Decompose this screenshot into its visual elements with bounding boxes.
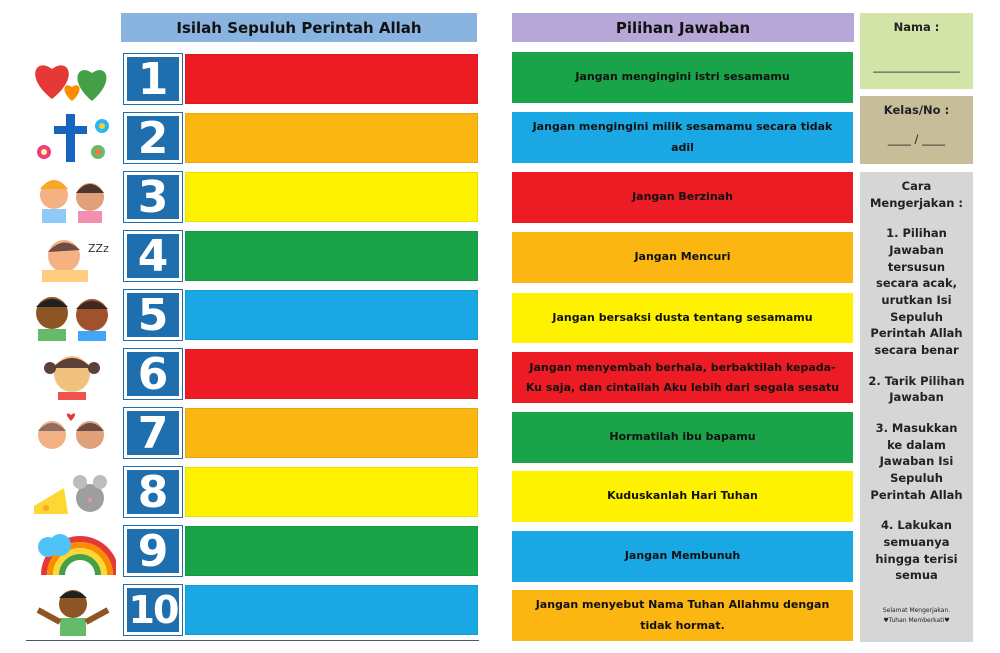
answer-text: Jangan menyembah berhala, berbaktilah kepada-Ku saja, dan cintailah Aku lebih dari segala sesatu <box>525 361 840 394</box>
answer-tile[interactable] <box>512 352 853 403</box>
left-title <box>121 13 477 42</box>
instruction-step-3: 3. Masukkan ke dalam Jawaban Isi Sepuluh Perintah Allah <box>870 421 963 502</box>
instruction-step-4: 4. Lakukan semuanya hingga terisi semua <box>875 518 958 583</box>
answer-drop-slot[interactable] <box>185 231 478 281</box>
hearts-icon <box>28 52 118 106</box>
commandment-number: 8 <box>124 467 182 517</box>
answers-title-text: Pilihan Jawaban <box>615 18 751 37</box>
commandment-number: 5 <box>124 290 182 340</box>
answer-tile[interactable] <box>512 293 853 343</box>
commandment-number: 7 <box>124 408 182 458</box>
answer-drop-slot[interactable] <box>185 113 478 163</box>
answer-drop-slot[interactable] <box>185 585 478 635</box>
answers-title <box>512 13 854 42</box>
couple-heart-icon <box>28 406 118 460</box>
answer-text: Jangan mengingini milik sesamamu secara tidak adil <box>532 119 833 154</box>
class-label: Kelas/No : <box>883 103 950 117</box>
name-line[interactable]: _______________ <box>873 58 960 73</box>
commandment-number: 3 <box>124 172 182 222</box>
answer-tile[interactable] <box>512 112 853 163</box>
commandment-number: 2 <box>124 113 182 163</box>
commandment-number: 10 <box>124 585 182 635</box>
answer-tile[interactable] <box>512 590 853 641</box>
answer-tile[interactable] <box>512 471 853 522</box>
answer-tile[interactable] <box>512 531 853 582</box>
answer-tile[interactable] <box>512 412 853 463</box>
name-label: Nama : <box>893 20 940 34</box>
instructions-box <box>860 172 973 642</box>
cross-flowers-icon <box>28 111 118 165</box>
sleeping-child-icon <box>28 229 118 283</box>
footer-line-2-text: Tuhan Memberkati <box>888 616 945 624</box>
answer-text: Jangan mengingini istri sesamamu <box>575 70 790 84</box>
instruction-step-1: 1. Pilihan Jawaban tersusun secara acak, urutkan Isi Sepuluh Perintah Allah secara benar <box>870 226 963 358</box>
name-box <box>860 13 973 89</box>
class-box <box>860 96 973 164</box>
answer-text: Jangan Mencuri <box>634 250 731 264</box>
answer-drop-slot[interactable] <box>185 290 478 340</box>
answer-tile[interactable] <box>512 52 853 103</box>
footer-line-1: Selamat Mengerjakan. <box>882 607 951 615</box>
answer-text: Hormatilah ibu bapamu <box>609 430 756 444</box>
footer-note <box>868 606 965 625</box>
left-title-text: Isilah Sepuluh Perintah Allah <box>176 18 422 37</box>
commandment-number: 9 <box>124 526 182 576</box>
instructions-title: Cara Mengerjakan : <box>869 179 964 210</box>
answer-drop-slot[interactable] <box>185 349 478 399</box>
answer-drop-slot[interactable] <box>185 172 478 222</box>
answer-text: Jangan Membunuh <box>624 549 741 563</box>
footer-line-2 <box>868 616 965 626</box>
answer-text: Jangan menyebut Nama Tuhan Allahmu dengan tidak hormat. <box>535 597 830 632</box>
footer-heart-icon: ♥ <box>883 616 889 624</box>
answer-tile[interactable] <box>512 232 853 283</box>
two-kids-faces-icon <box>28 288 118 342</box>
left-bottom-divider <box>26 640 479 641</box>
answer-text: Jangan Berzinah <box>632 190 733 204</box>
mouse-cheese-icon <box>28 465 118 519</box>
answer-drop-slot[interactable] <box>185 54 478 104</box>
commandment-number: 1 <box>124 54 182 104</box>
answer-drop-slot[interactable] <box>185 526 478 576</box>
footer-heart-icon: ♥ <box>944 616 950 624</box>
svg-text:ZZz: ZZz <box>88 242 109 255</box>
answer-drop-slot[interactable] <box>185 408 478 458</box>
girl-face-icon <box>28 347 118 401</box>
answer-tile[interactable] <box>512 172 853 223</box>
commandment-number: 6 <box>124 349 182 399</box>
answer-text: Jangan bersaksi dusta tentang sesamamu <box>552 310 813 324</box>
rainbow-cloud-icon <box>28 524 118 578</box>
two-kids-icon <box>28 170 118 224</box>
answer-drop-slot[interactable] <box>185 467 478 517</box>
class-line[interactable]: ____ / ____ <box>887 131 946 146</box>
answer-text: Kuduskanlah Hari Tuhan <box>607 489 758 503</box>
happy-boy-icon <box>28 583 118 637</box>
instruction-step-2: 2. Tarik Pilihan Jawaban <box>868 373 965 405</box>
commandment-number: 4 <box>124 231 182 281</box>
